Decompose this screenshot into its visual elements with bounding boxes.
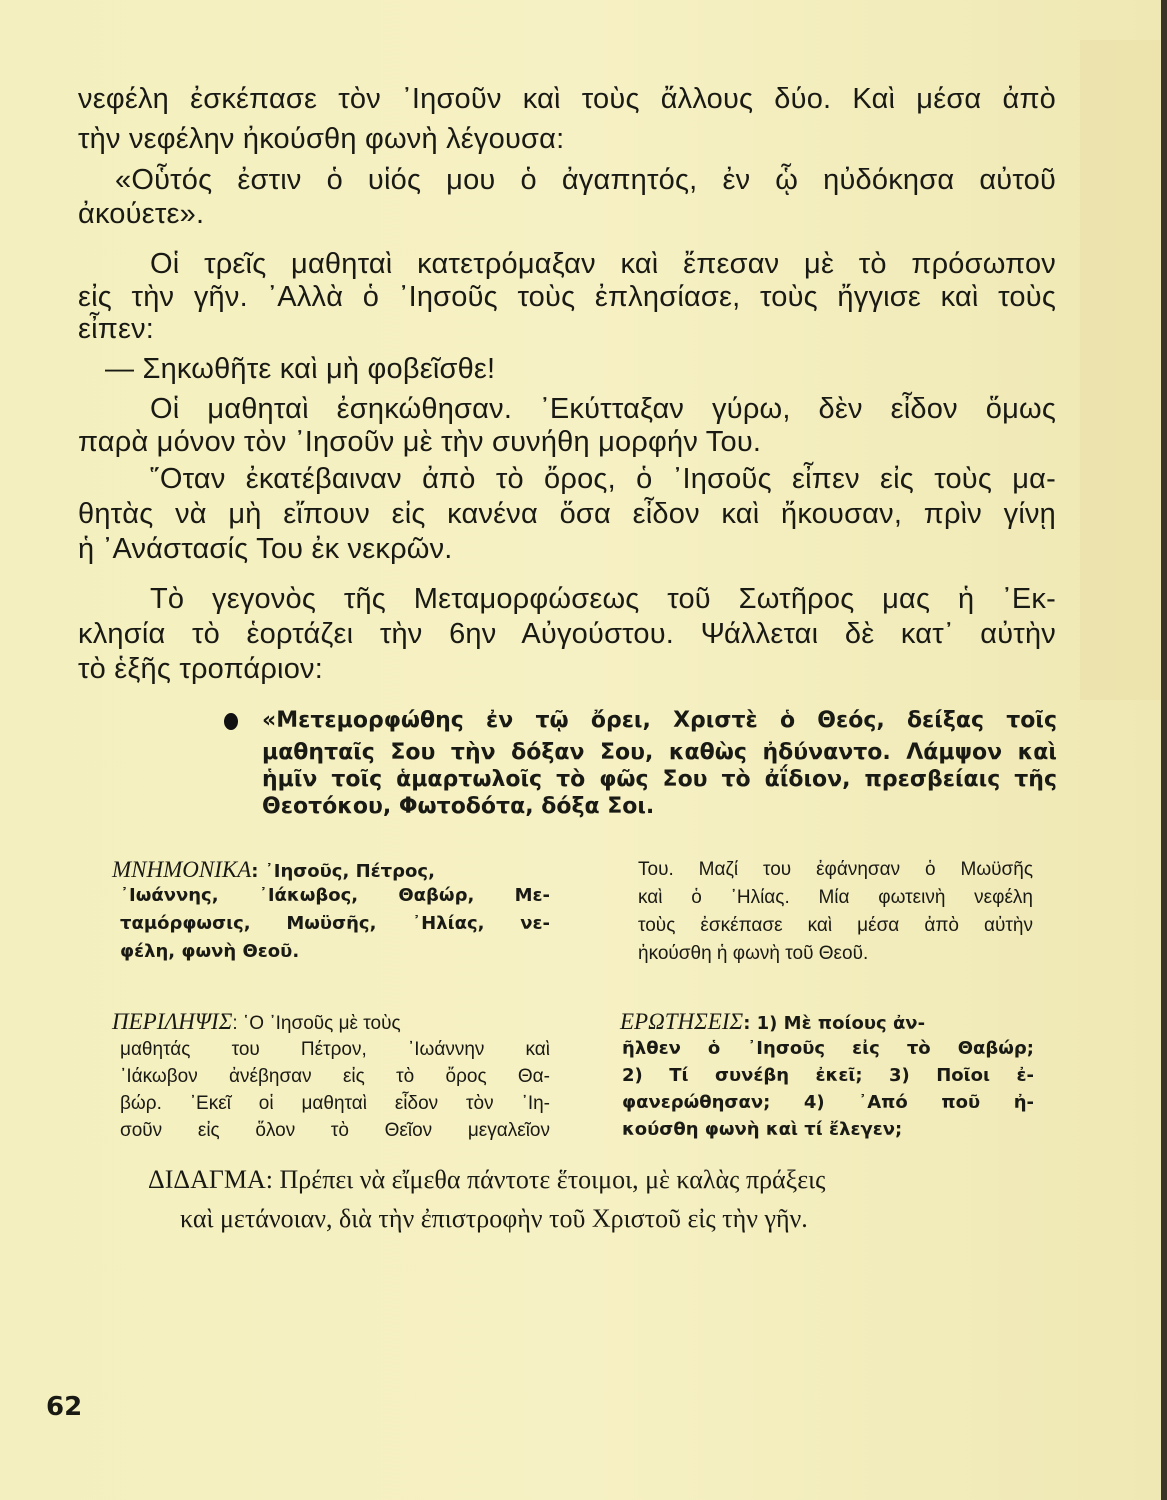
text-line: καὶ ὁ ᾿Ηλίας. Μία φωτεινὴ νεφέλη: [638, 887, 1033, 908]
perilipsis-heading: ΠΕΡΙΛΗΨΙΣ: [112, 1009, 233, 1034]
text-line: ἡ ᾿Ανάστασίς Του ἐκ νεκρῶν.: [78, 533, 453, 565]
text-line: φέλη, φωνὴ Θεοῦ.: [120, 941, 300, 962]
text-line: Οἱ μαθηταὶ ἐσηκώθησαν. ᾿Εκύτταξαν γύρω, δὲν εἶδον ὅμως: [150, 393, 1056, 425]
bleed-through: [1080, 40, 1160, 700]
text-line: βώρ. ᾿Εκεῖ οἱ μαθηταὶ εἶδον τὸν ᾿Ιη-: [120, 1093, 550, 1114]
bullet-icon: [224, 713, 238, 730]
page-edge: [1161, 0, 1167, 1500]
didagma-line: ΔΙΔΑΓΜΑ: Πρέπει νὰ εἴμεθα πάντοτε ἕτοιμοι, μὲ καλὰς πράξεις: [148, 1165, 826, 1194]
troparion-line: «Μετεμορφώθης ἐν τῷ ὄρει, Χριστὲ ὁ Θεός, δείξας τοῖς: [262, 708, 1057, 733]
text-line: κούσθη φωνὴ καὶ τί ἔλεγεν;: [622, 1119, 903, 1140]
text-line: ῞Οταν ἐκατέβαιναν ἀπὸ τὸ ὄρος, ὁ ᾿Ιησοῦς εἶπεν εἰς τοὺς μα-: [150, 463, 1056, 495]
text-line: ἀκούετε».: [78, 198, 205, 230]
text-line: φανερώθησαν; 4) ᾿Από ποῦ ἠ-: [622, 1092, 1034, 1113]
text-line: Τὸ γεγονὸς τῆς Μεταμορφώσεως τοῦ Σωτῆρος μας ἡ ᾿Εκ-: [150, 583, 1056, 615]
text-line: παρὰ μόνον τὸν ᾿Ιησοῦν μὲ τὴν συνήθη μορφήν Του.: [78, 426, 762, 458]
troparion-line: Θεοτόκου, Φωτοδότα, δόξα Σοι.: [262, 794, 655, 819]
text-line: : ῾Ο ᾿Ιησοῦς μὲ τοὺς: [232, 1013, 401, 1034]
text-line: ῆλθεν ὁ ᾿Ιησοῦς εἰς τὸ Θαβώρ;: [622, 1038, 1034, 1059]
text-line: θητὰς νὰ μὴ εἴπουν εἰς κανένα ὅσα εἶδον καὶ ἤκουσαν, πρὶν γίνῃ: [78, 498, 1056, 530]
erotiseis-heading: ΕΡΩΤΗΣΕΙΣ: [620, 1009, 744, 1034]
text-line: σοῦν εἰς ὅλον τὸ Θεῖον μεγαλεῖον: [120, 1120, 550, 1141]
text-line: τὸ ἑξῆς τροπάριον:: [78, 653, 323, 685]
page-number: 62: [46, 1392, 83, 1422]
text-line: κλησία τὸ ἑορτάζει τὴν 6ην Αὐγούστου. Ψάλλεται δὲ κατ᾿ αὐτὴν: [78, 618, 1056, 650]
text-line: — Σηκωθῆτε καὶ μὴ φοβεῖσθε!: [105, 353, 496, 385]
text-line: ἠκούσθη ἡ φωνὴ τοῦ Θεοῦ.: [638, 943, 869, 964]
text-line: «Οὗτός ἐστιν ὁ υἱός μου ὁ ἀγαπητός, ἐν ᾧ ηὐδόκησα αὐτοῦ: [115, 164, 1056, 196]
text-line: ᾿Ιάκωβον ἀνέβησαν εἰς τὸ ὄρος Θα-: [120, 1066, 550, 1087]
troparion-line: ἡμῖν τοῖς ἁμαρτωλοῖς τὸ φῶς Σου τὸ ἀΐδιον, πρεσβείαις τῆς: [262, 767, 1057, 792]
text-line: ταμόρφωσις, Μωϋσῆς, ᾿Ηλίας, νε-: [120, 913, 550, 934]
text-line: Οἱ τρεῖς μαθηταὶ κατετρόμαξαν καὶ ἔπεσαν μὲ τὸ πρόσωπον: [150, 248, 1056, 280]
text-line: 2) Τί συνέβη ἐκεῖ; 3) Ποῖοι ἐ-: [622, 1065, 1034, 1086]
text-line: νεφέλη ἐσκέπασε τὸν ᾿Ιησοῦν καὶ τοὺς ἄλλους δύο. Καὶ μέσα ἀπὸ: [78, 83, 1056, 115]
text-line: ᾿Ιωάννης, ᾿Ιάκωβος, Θαβώρ, Με-: [120, 885, 550, 906]
text-line: τὴν νεφέλην ἠκούσθη φωνὴ λέγουσα:: [78, 123, 565, 155]
text-line: τοὺς ἐσκέπασε καὶ μέσα ἀπὸ αὐτὴν: [638, 915, 1033, 936]
didagma-line: καὶ μετάνοιαν, διὰ τὴν ἐπιστροφὴν τοῦ Χριστοῦ εἰς τὴν γῆν.: [180, 1204, 808, 1233]
text-line: : ᾿Ιησοῦς, Πέτρος,: [251, 861, 435, 882]
text-line: Του. Μαζί του ἐφάνησαν ὁ Μωϋσῆς: [638, 859, 1033, 880]
perilipsis-first-line: [112, 1010, 401, 1033]
text-line: εἶπεν:: [78, 313, 155, 345]
text-line: μαθητάς του Πέτρον, ᾿Ιωάννην καὶ: [120, 1039, 550, 1060]
mnemonika-first-line: [112, 858, 435, 881]
erotiseis-first-line: [620, 1010, 925, 1033]
mnemonika-heading: ΜΝΗΜΟΝΙΚΑ: [112, 857, 252, 882]
troparion-line: μαθηταῖς Σου τὴν δόξαν Σου, καθὼς ἠδύναντο. Λάμψον καὶ: [262, 740, 1057, 765]
text-line: : 1) Μὲ ποίους ἀν-: [743, 1013, 926, 1034]
text-line: εἰς τὴν γῆν. ᾿Αλλὰ ὁ ᾿Ιησοῦς τοὺς ἐπλησίασε, τοὺς ἤγγισε καὶ τοὺς: [78, 281, 1056, 313]
